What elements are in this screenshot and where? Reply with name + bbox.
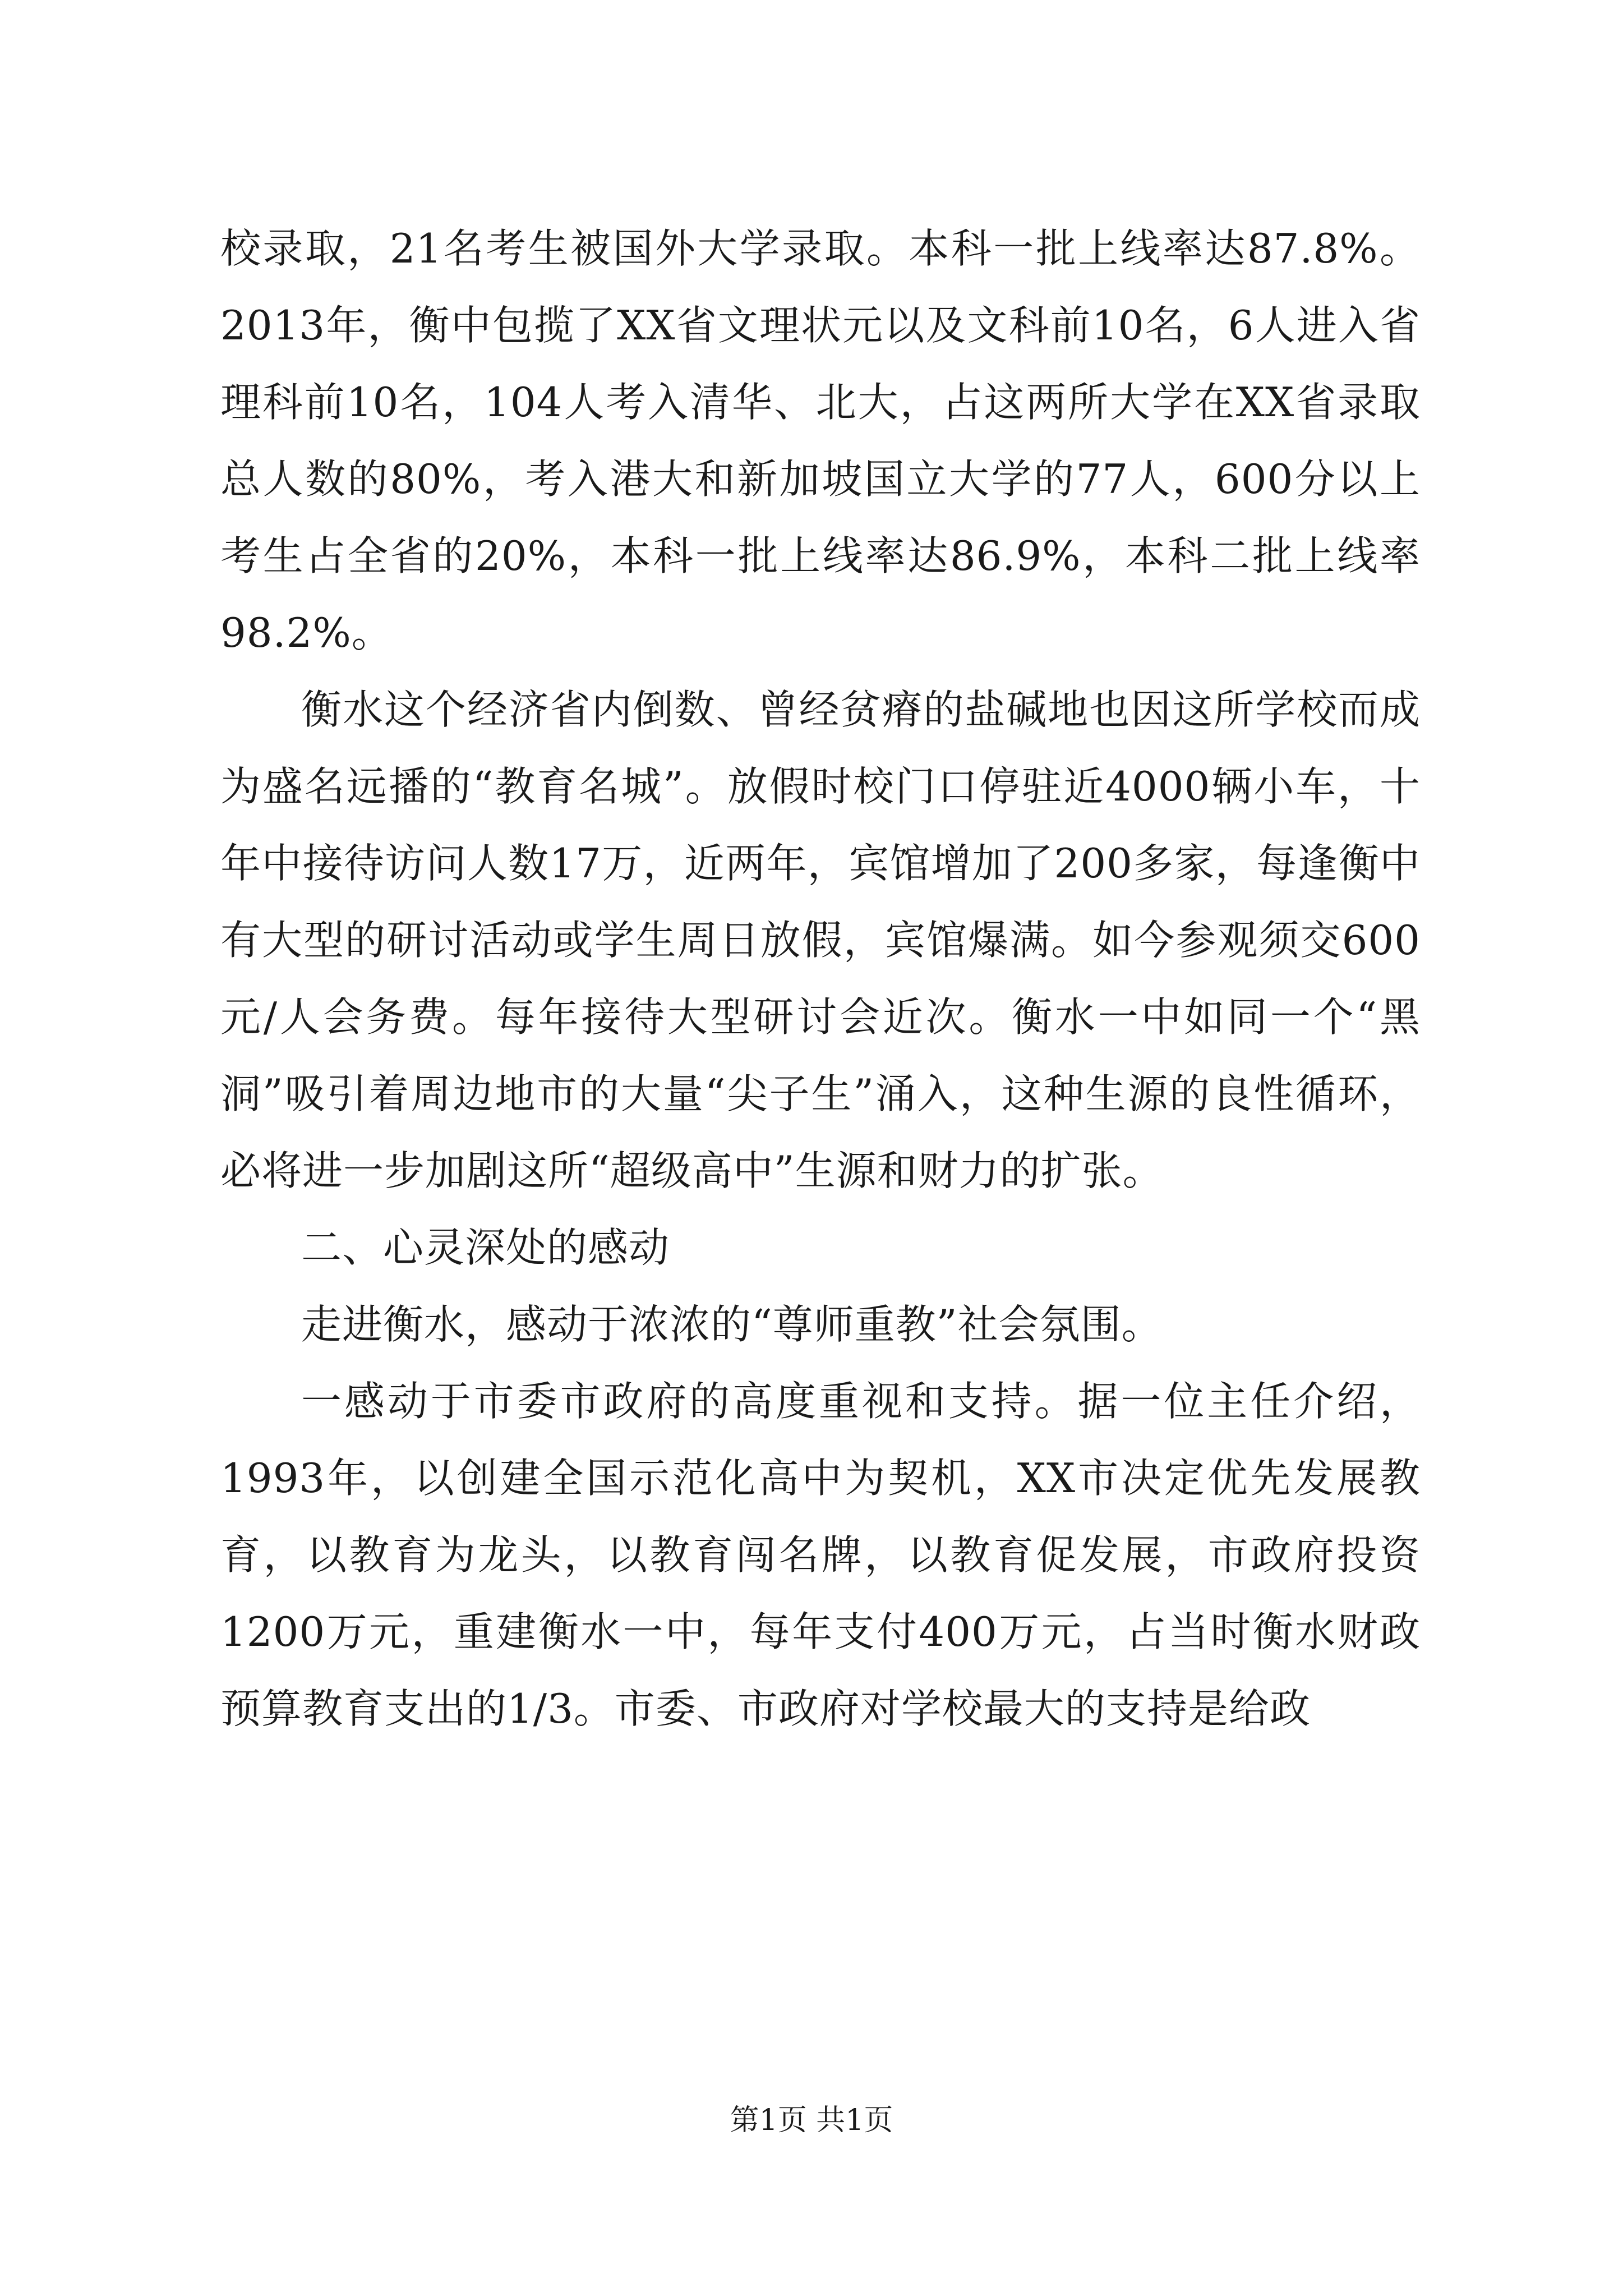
section-heading: 二、心灵深处的感动 xyxy=(301,1224,670,1271)
document-body xyxy=(220,210,1421,1747)
paragraph-education-city: 衡水这个经济省内倒数、曾经贫瘠的盐碱地也因这所学校而成为盛名远播的“教育名城”。放假时校门口停驻近4000辆小车，十年中接待访问人数17万，近两年，宾馆增加了200多家，每逢衡中有大型的研讨活动或学生周日放假，宾馆爆满。如今参观须交600元/人会务费。每年接待大型研讨会近次。衡水一中如同一个“黑洞”吸引着周边地市的大量“尖子生”涌入，这种生源的良性循环，必将进一步加剧这所“超级高中”生源和财力的扩张。 xyxy=(220,686,1421,1194)
paragraph-intro: 走进衡水，感动于浓浓的“尊师重教”社会氛围。 xyxy=(301,1301,1163,1348)
paragraph-continuation: 校录取，21名考生被国外大学录取。本科一批上线率达87.8%。2013年，衡中包揽了XX省文理状元以及文科前10名，6人进入省理科前10名，104人考入清华、北大，占这两所大学在XX省录取总人数的80%，考入港大和新加坡国立大学的77人，600分以上考生占全省的20%，本科一批上线率达86.9%，本科二批上线率98.2%。 xyxy=(220,225,1421,656)
paragraph-government-support: 一感动于市委市政府的高度重视和支持。据一位主任介绍，1993年，以创建全国示范化高中为契机，XX市决定优先发展教育，以教育为龙头，以教育闯名牌，以教育促发展，市政府投资1200万元，重建衡水一中，每年支付400万元，占当时衡水财政预算教育支出的1/3。市委、市政府对学校最大的支持是给政 xyxy=(220,1378,1421,1732)
page-footer: 第1页 共1页 xyxy=(730,2104,893,2137)
